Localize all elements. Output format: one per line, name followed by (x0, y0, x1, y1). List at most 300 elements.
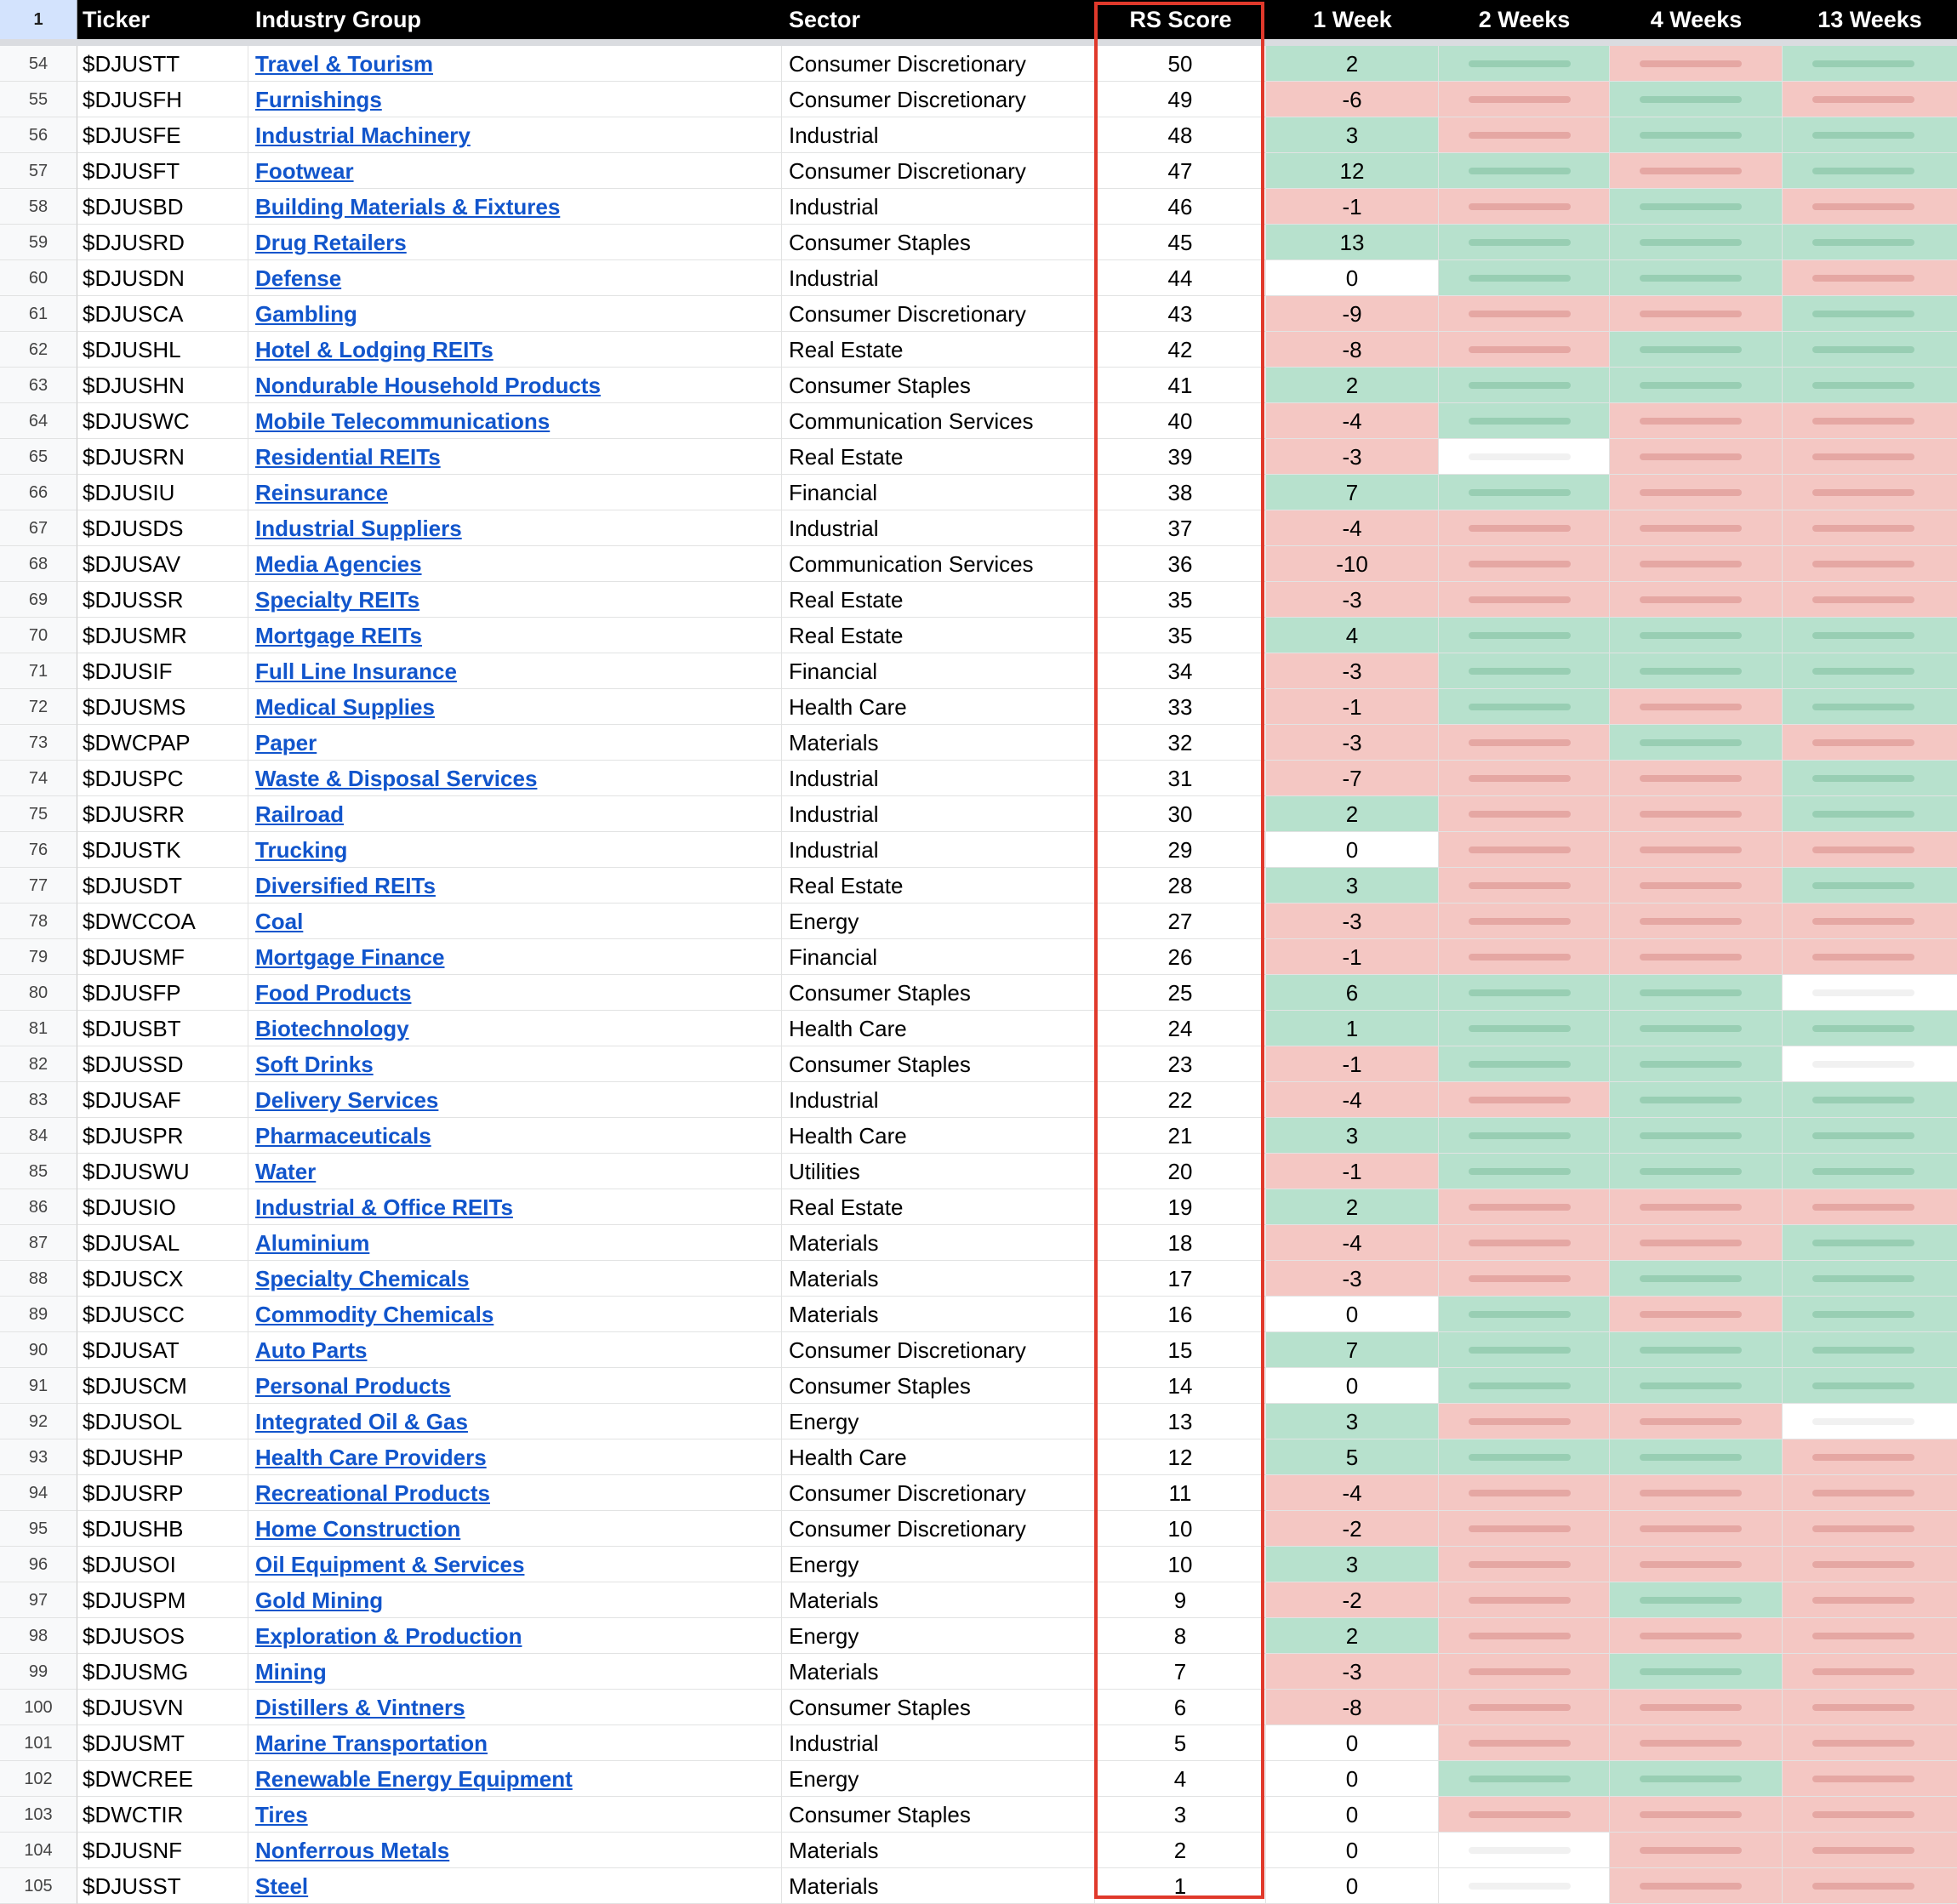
row-number[interactable]: 56 (0, 117, 77, 153)
industry-group-link[interactable]: Media Agencies (255, 551, 422, 577)
two-weeks-change-cell[interactable] (1439, 1797, 1610, 1833)
ticker-cell[interactable]: $DJUSMG (77, 1654, 248, 1690)
row-number[interactable]: 95 (0, 1511, 77, 1547)
header-1-week[interactable]: 1 Week (1313, 7, 1392, 32)
thirteen-weeks-change-cell[interactable] (1783, 1868, 1957, 1904)
ticker-cell[interactable]: $DJUSFE (77, 117, 248, 153)
industry-group-cell[interactable] (248, 1404, 782, 1439)
rs-score-cell[interactable]: 6 (1095, 1690, 1266, 1725)
four-weeks-change-cell[interactable] (1610, 618, 1783, 653)
industry-group-cell[interactable] (248, 403, 782, 439)
four-weeks-change-cell[interactable] (1610, 260, 1783, 296)
industry-group-cell[interactable] (248, 868, 782, 904)
four-weeks-change-cell[interactable] (1610, 1154, 1783, 1189)
thirteen-weeks-change-cell[interactable] (1783, 832, 1957, 868)
ticker-cell[interactable]: $DJUSBT (77, 1011, 248, 1046)
rs-score-cell[interactable]: 27 (1095, 904, 1266, 939)
two-weeks-change-cell[interactable] (1439, 1297, 1610, 1332)
ticker-cell[interactable]: $DJUSMF (77, 939, 248, 975)
one-week-change-cell[interactable]: 3 (1266, 117, 1439, 153)
industry-group-cell[interactable] (248, 1011, 782, 1046)
thirteen-weeks-change-cell[interactable] (1783, 761, 1957, 796)
thirteen-weeks-change-cell[interactable] (1783, 1332, 1957, 1368)
row-number[interactable]: 98 (0, 1618, 77, 1654)
one-week-change-cell[interactable]: 7 (1266, 1332, 1439, 1368)
one-week-change-cell[interactable]: 13 (1266, 225, 1439, 260)
four-weeks-change-cell[interactable] (1610, 1833, 1783, 1868)
two-weeks-change-cell[interactable] (1439, 1189, 1610, 1225)
industry-group-cell[interactable] (248, 546, 782, 582)
thirteen-weeks-change-cell[interactable] (1783, 1547, 1957, 1582)
two-weeks-change-cell[interactable] (1439, 618, 1610, 653)
industry-group-link[interactable]: Recreational Products (255, 1480, 490, 1506)
sector-cell[interactable]: Energy (782, 1547, 1095, 1582)
thirteen-weeks-change-cell[interactable] (1783, 403, 1957, 439)
one-week-change-cell[interactable]: -4 (1266, 510, 1439, 546)
two-weeks-change-cell[interactable] (1439, 1725, 1610, 1761)
two-weeks-change-cell[interactable] (1439, 510, 1610, 546)
two-weeks-change-cell[interactable] (1439, 582, 1610, 618)
thirteen-weeks-change-cell[interactable] (1783, 439, 1957, 475)
one-week-change-cell[interactable]: 7 (1266, 475, 1439, 510)
ticker-cell[interactable]: $DJUSIU (77, 475, 248, 510)
sector-cell[interactable]: Real Estate (782, 582, 1095, 618)
row-number[interactable]: 84 (0, 1118, 77, 1154)
industry-group-link[interactable]: Integrated Oil & Gas (255, 1409, 468, 1434)
industry-group-cell[interactable] (248, 296, 782, 332)
thirteen-weeks-change-cell[interactable] (1783, 653, 1957, 689)
industry-group-cell[interactable] (248, 153, 782, 189)
header-industry-group[interactable]: Industry Group (255, 7, 421, 32)
sector-cell[interactable]: Financial (782, 653, 1095, 689)
ticker-cell[interactable]: $DJUSRN (77, 439, 248, 475)
one-week-change-cell[interactable]: -1 (1266, 689, 1439, 725)
one-week-change-cell[interactable]: -3 (1266, 725, 1439, 761)
one-week-change-cell[interactable]: 0 (1266, 832, 1439, 868)
industry-group-cell[interactable] (248, 1618, 782, 1654)
four-weeks-change-cell[interactable] (1610, 1225, 1783, 1261)
two-weeks-change-cell[interactable] (1439, 1404, 1610, 1439)
industry-group-cell[interactable] (248, 1511, 782, 1547)
row-number[interactable]: 103 (0, 1797, 77, 1833)
industry-group-link[interactable]: Trucking (255, 837, 348, 863)
thirteen-weeks-change-cell[interactable] (1783, 510, 1957, 546)
four-weeks-change-cell[interactable] (1610, 1261, 1783, 1297)
row-number[interactable]: 86 (0, 1189, 77, 1225)
ticker-cell[interactable]: $DWCPAP (77, 725, 248, 761)
ticker-cell[interactable]: $DJUSFH (77, 82, 248, 117)
rs-score-cell[interactable]: 32 (1095, 725, 1266, 761)
ticker-cell[interactable]: $DJUSVN (77, 1690, 248, 1725)
four-weeks-change-cell[interactable] (1610, 1868, 1783, 1904)
thirteen-weeks-change-cell[interactable] (1783, 332, 1957, 368)
one-week-change-cell[interactable]: -4 (1266, 403, 1439, 439)
row-number[interactable]: 76 (0, 832, 77, 868)
two-weeks-change-cell[interactable] (1439, 1154, 1610, 1189)
thirteen-weeks-change-cell[interactable] (1783, 1690, 1957, 1725)
four-weeks-change-cell[interactable] (1610, 1368, 1783, 1404)
two-weeks-change-cell[interactable] (1439, 153, 1610, 189)
industry-group-cell[interactable] (248, 260, 782, 296)
sector-cell[interactable]: Real Estate (782, 1189, 1095, 1225)
thirteen-weeks-change-cell[interactable] (1783, 796, 1957, 832)
sector-cell[interactable]: Materials (782, 1833, 1095, 1868)
industry-group-cell[interactable] (248, 1761, 782, 1797)
sector-cell[interactable]: Communication Services (782, 403, 1095, 439)
thirteen-weeks-change-cell[interactable] (1783, 1833, 1957, 1868)
rs-score-cell[interactable]: 16 (1095, 1297, 1266, 1332)
sector-cell[interactable]: Energy (782, 1761, 1095, 1797)
ticker-cell[interactable]: $DJUSDS (77, 510, 248, 546)
industry-group-cell[interactable] (248, 1654, 782, 1690)
thirteen-weeks-change-cell[interactable] (1783, 1225, 1957, 1261)
rs-score-cell[interactable]: 20 (1095, 1154, 1266, 1189)
sector-cell[interactable]: Industrial (782, 1082, 1095, 1118)
industry-group-link[interactable]: Industrial Machinery (255, 123, 471, 148)
industry-group-cell[interactable] (248, 510, 782, 546)
thirteen-weeks-change-cell[interactable] (1783, 1297, 1957, 1332)
ticker-cell[interactable]: $DJUSCC (77, 1297, 248, 1332)
two-weeks-change-cell[interactable] (1439, 796, 1610, 832)
ticker-cell[interactable]: $DJUSDT (77, 868, 248, 904)
thirteen-weeks-change-cell[interactable] (1783, 1654, 1957, 1690)
two-weeks-change-cell[interactable] (1439, 1690, 1610, 1725)
two-weeks-change-cell[interactable] (1439, 1225, 1610, 1261)
industry-group-cell[interactable] (248, 1547, 782, 1582)
industry-group-cell[interactable] (248, 1082, 782, 1118)
thirteen-weeks-change-cell[interactable] (1783, 904, 1957, 939)
four-weeks-change-cell[interactable] (1610, 725, 1783, 761)
two-weeks-change-cell[interactable] (1439, 904, 1610, 939)
ticker-cell[interactable]: $DJUSBD (77, 189, 248, 225)
header-13-weeks[interactable]: 13 Weeks (1817, 7, 1922, 32)
rs-score-cell[interactable]: 7 (1095, 1654, 1266, 1690)
four-weeks-change-cell[interactable] (1610, 939, 1783, 975)
sector-cell[interactable]: Health Care (782, 689, 1095, 725)
industry-group-link[interactable]: Personal Products (255, 1373, 451, 1399)
row-number[interactable]: 58 (0, 189, 77, 225)
thirteen-weeks-change-cell[interactable] (1783, 153, 1957, 189)
industry-group-link[interactable]: Gambling (255, 301, 357, 327)
row-number[interactable]: 75 (0, 796, 77, 832)
two-weeks-change-cell[interactable] (1439, 1046, 1610, 1082)
two-weeks-change-cell[interactable] (1439, 1082, 1610, 1118)
industry-group-cell[interactable] (248, 689, 782, 725)
row-number[interactable]: 92 (0, 1404, 77, 1439)
thirteen-weeks-change-cell[interactable] (1783, 1797, 1957, 1833)
industry-group-cell[interactable] (248, 1582, 782, 1618)
four-weeks-change-cell[interactable] (1610, 1297, 1783, 1332)
rs-score-cell[interactable]: 26 (1095, 939, 1266, 975)
industry-group-link[interactable]: Building Materials & Fixtures (255, 194, 561, 219)
industry-group-link[interactable]: Full Line Insurance (255, 658, 457, 684)
ticker-cell[interactable]: $DJUSCM (77, 1368, 248, 1404)
rs-score-cell[interactable]: 10 (1095, 1511, 1266, 1547)
sector-cell[interactable]: Industrial (782, 832, 1095, 868)
four-weeks-change-cell[interactable] (1610, 1761, 1783, 1797)
rs-score-cell[interactable]: 45 (1095, 225, 1266, 260)
four-weeks-change-cell[interactable] (1610, 904, 1783, 939)
row-number[interactable]: 97 (0, 1582, 77, 1618)
row-number[interactable]: 72 (0, 689, 77, 725)
sector-cell[interactable]: Consumer Discretionary (782, 153, 1095, 189)
rs-score-cell[interactable]: 14 (1095, 1368, 1266, 1404)
sector-cell[interactable]: Health Care (782, 1011, 1095, 1046)
four-weeks-change-cell[interactable] (1610, 225, 1783, 260)
thirteen-weeks-change-cell[interactable] (1783, 546, 1957, 582)
thirteen-weeks-change-cell[interactable] (1783, 1046, 1957, 1082)
one-week-change-cell[interactable]: -8 (1266, 1690, 1439, 1725)
industry-group-cell[interactable] (248, 1046, 782, 1082)
industry-group-link[interactable]: Diversified REITs (255, 873, 436, 898)
header-ticker[interactable]: Ticker (83, 7, 151, 32)
one-week-change-cell[interactable]: -3 (1266, 904, 1439, 939)
rs-score-cell[interactable]: 19 (1095, 1189, 1266, 1225)
ticker-cell[interactable]: $DJUSMT (77, 1725, 248, 1761)
one-week-change-cell[interactable]: -3 (1266, 439, 1439, 475)
one-week-change-cell[interactable]: -4 (1266, 1225, 1439, 1261)
rs-score-cell[interactable]: 33 (1095, 689, 1266, 725)
four-weeks-change-cell[interactable] (1610, 1582, 1783, 1618)
industry-group-link[interactable]: Marine Transportation (255, 1730, 488, 1756)
two-weeks-change-cell[interactable] (1439, 1368, 1610, 1404)
rs-score-cell[interactable]: 18 (1095, 1225, 1266, 1261)
sector-cell[interactable]: Industrial (782, 260, 1095, 296)
industry-group-cell[interactable] (248, 832, 782, 868)
one-week-change-cell[interactable]: 0 (1266, 1761, 1439, 1797)
one-week-change-cell[interactable]: 3 (1266, 1547, 1439, 1582)
thirteen-weeks-change-cell[interactable] (1783, 868, 1957, 904)
four-weeks-change-cell[interactable] (1610, 1439, 1783, 1475)
industry-group-cell[interactable] (248, 368, 782, 403)
four-weeks-change-cell[interactable] (1610, 689, 1783, 725)
ticker-cell[interactable]: $DJUSFT (77, 153, 248, 189)
two-weeks-change-cell[interactable] (1439, 46, 1610, 82)
industry-group-link[interactable]: Oil Equipment & Services (255, 1552, 525, 1577)
rs-score-cell[interactable]: 22 (1095, 1082, 1266, 1118)
sector-cell[interactable]: Health Care (782, 1439, 1095, 1475)
ticker-cell[interactable]: $DWCREE (77, 1761, 248, 1797)
row-number[interactable]: 83 (0, 1082, 77, 1118)
industry-group-cell[interactable] (248, 1332, 782, 1368)
thirteen-weeks-change-cell[interactable] (1783, 1761, 1957, 1797)
sector-cell[interactable]: Energy (782, 904, 1095, 939)
industry-group-link[interactable]: Coal (255, 909, 304, 934)
thirteen-weeks-change-cell[interactable] (1783, 117, 1957, 153)
one-week-change-cell[interactable]: 1 (1266, 1011, 1439, 1046)
four-weeks-change-cell[interactable] (1610, 832, 1783, 868)
industry-group-cell[interactable] (248, 117, 782, 153)
four-weeks-change-cell[interactable] (1610, 1046, 1783, 1082)
ticker-cell[interactable]: $DJUSPR (77, 1118, 248, 1154)
industry-group-cell[interactable] (248, 1154, 782, 1189)
row-number[interactable]: 66 (0, 475, 77, 510)
sector-cell[interactable]: Consumer Discretionary (782, 1511, 1095, 1547)
one-week-change-cell[interactable]: 3 (1266, 868, 1439, 904)
industry-group-cell[interactable] (248, 653, 782, 689)
one-week-change-cell[interactable]: -7 (1266, 761, 1439, 796)
row-number[interactable]: 81 (0, 1011, 77, 1046)
four-weeks-change-cell[interactable] (1610, 868, 1783, 904)
row-number[interactable]: 94 (0, 1475, 77, 1511)
sector-cell[interactable]: Industrial (782, 189, 1095, 225)
two-weeks-change-cell[interactable] (1439, 1833, 1610, 1868)
row-number[interactable]: 101 (0, 1725, 77, 1761)
industry-group-cell[interactable] (248, 1690, 782, 1725)
industry-group-cell[interactable] (248, 725, 782, 761)
industry-group-cell[interactable] (248, 225, 782, 260)
four-weeks-change-cell[interactable] (1610, 761, 1783, 796)
industry-group-link[interactable]: Auto Parts (255, 1337, 368, 1363)
row-number[interactable]: 63 (0, 368, 77, 403)
industry-group-link[interactable]: Residential REITs (255, 444, 441, 470)
industry-group-link[interactable]: Specialty REITs (255, 587, 420, 613)
ticker-cell[interactable]: $DJUSOI (77, 1547, 248, 1582)
one-week-change-cell[interactable]: -1 (1266, 189, 1439, 225)
industry-group-cell[interactable] (248, 332, 782, 368)
sector-cell[interactable]: Energy (782, 1618, 1095, 1654)
row-number[interactable]: 74 (0, 761, 77, 796)
two-weeks-change-cell[interactable] (1439, 1011, 1610, 1046)
industry-group-cell[interactable] (248, 1225, 782, 1261)
four-weeks-change-cell[interactable] (1610, 368, 1783, 403)
rs-score-cell[interactable]: 37 (1095, 510, 1266, 546)
sector-cell[interactable]: Financial (782, 475, 1095, 510)
ticker-cell[interactable]: $DJUSAV (77, 546, 248, 582)
rs-score-cell[interactable]: 11 (1095, 1475, 1266, 1511)
one-week-change-cell[interactable]: 0 (1266, 1725, 1439, 1761)
ticker-cell[interactable]: $DJUSAF (77, 1082, 248, 1118)
one-week-change-cell[interactable]: -1 (1266, 1046, 1439, 1082)
industry-group-cell[interactable] (248, 761, 782, 796)
one-week-change-cell[interactable]: 0 (1266, 1868, 1439, 1904)
rs-score-cell[interactable]: 35 (1095, 618, 1266, 653)
row-number[interactable]: 93 (0, 1439, 77, 1475)
thirteen-weeks-change-cell[interactable] (1783, 725, 1957, 761)
ticker-cell[interactable]: $DJUSOL (77, 1404, 248, 1439)
two-weeks-change-cell[interactable] (1439, 189, 1610, 225)
thirteen-weeks-change-cell[interactable] (1783, 1511, 1957, 1547)
industry-group-link[interactable]: Reinsurance (255, 480, 389, 505)
four-weeks-change-cell[interactable] (1610, 1654, 1783, 1690)
rs-score-cell[interactable]: 24 (1095, 1011, 1266, 1046)
ticker-cell[interactable]: $DJUSHN (77, 368, 248, 403)
industry-group-cell[interactable] (248, 1725, 782, 1761)
industry-group-cell[interactable] (248, 439, 782, 475)
ticker-cell[interactable]: $DJUSFP (77, 975, 248, 1011)
row-number[interactable]: 99 (0, 1654, 77, 1690)
thirteen-weeks-change-cell[interactable] (1783, 1154, 1957, 1189)
two-weeks-change-cell[interactable] (1439, 225, 1610, 260)
one-week-change-cell[interactable]: 2 (1266, 368, 1439, 403)
sector-cell[interactable]: Materials (782, 1261, 1095, 1297)
two-weeks-change-cell[interactable] (1439, 725, 1610, 761)
industry-group-link[interactable]: Furnishings (255, 87, 382, 112)
thirteen-weeks-change-cell[interactable] (1783, 296, 1957, 332)
thirteen-weeks-change-cell[interactable] (1783, 1582, 1957, 1618)
sector-cell[interactable]: Consumer Discretionary (782, 82, 1095, 117)
row-number[interactable]: 70 (0, 618, 77, 653)
industry-group-cell[interactable] (248, 1118, 782, 1154)
sector-cell[interactable]: Consumer Discretionary (782, 1332, 1095, 1368)
ticker-cell[interactable]: $DJUSAL (77, 1225, 248, 1261)
thirteen-weeks-change-cell[interactable] (1783, 1475, 1957, 1511)
four-weeks-change-cell[interactable] (1610, 189, 1783, 225)
sector-cell[interactable]: Energy (782, 1404, 1095, 1439)
industry-group-link[interactable]: Defense (255, 265, 342, 291)
industry-group-link[interactable]: Health Care Providers (255, 1445, 487, 1470)
sector-cell[interactable]: Consumer Discretionary (782, 46, 1095, 82)
sector-cell[interactable]: Consumer Staples (782, 1797, 1095, 1833)
two-weeks-change-cell[interactable] (1439, 1868, 1610, 1904)
ticker-cell[interactable]: $DWCCOA (77, 904, 248, 939)
rs-score-cell[interactable]: 5 (1095, 1725, 1266, 1761)
industry-group-cell[interactable] (248, 1189, 782, 1225)
one-week-change-cell[interactable]: -2 (1266, 1511, 1439, 1547)
rs-score-cell[interactable]: 42 (1095, 332, 1266, 368)
four-weeks-change-cell[interactable] (1610, 510, 1783, 546)
two-weeks-change-cell[interactable] (1439, 975, 1610, 1011)
industry-group-cell[interactable] (248, 1475, 782, 1511)
row-number[interactable]: 61 (0, 296, 77, 332)
industry-group-link[interactable]: Biotechnology (255, 1016, 409, 1041)
four-weeks-change-cell[interactable] (1610, 975, 1783, 1011)
rs-score-cell[interactable]: 44 (1095, 260, 1266, 296)
rs-score-cell[interactable]: 38 (1095, 475, 1266, 510)
two-weeks-change-cell[interactable] (1439, 1654, 1610, 1690)
sector-cell[interactable]: Consumer Staples (782, 368, 1095, 403)
four-weeks-change-cell[interactable] (1610, 546, 1783, 582)
header-2-weeks[interactable]: 2 Weeks (1478, 7, 1571, 32)
two-weeks-change-cell[interactable] (1439, 1475, 1610, 1511)
sector-cell[interactable]: Real Estate (782, 868, 1095, 904)
four-weeks-change-cell[interactable] (1610, 653, 1783, 689)
sector-cell[interactable]: Materials (782, 1868, 1095, 1904)
industry-group-link[interactable]: Drug Retailers (255, 230, 407, 255)
four-weeks-change-cell[interactable] (1610, 1511, 1783, 1547)
four-weeks-change-cell[interactable] (1610, 796, 1783, 832)
four-weeks-change-cell[interactable] (1610, 582, 1783, 618)
four-weeks-change-cell[interactable] (1610, 1797, 1783, 1833)
two-weeks-change-cell[interactable] (1439, 1547, 1610, 1582)
one-week-change-cell[interactable]: -3 (1266, 1654, 1439, 1690)
industry-group-cell[interactable] (248, 82, 782, 117)
industry-group-link[interactable]: Steel (255, 1873, 309, 1899)
four-weeks-change-cell[interactable] (1610, 332, 1783, 368)
ticker-cell[interactable]: $DJUSNF (77, 1833, 248, 1868)
header-4-weeks[interactable]: 4 Weeks (1650, 7, 1743, 32)
four-weeks-change-cell[interactable] (1610, 475, 1783, 510)
rs-score-cell[interactable]: 46 (1095, 189, 1266, 225)
two-weeks-change-cell[interactable] (1439, 689, 1610, 725)
one-week-change-cell[interactable]: 0 (1266, 1297, 1439, 1332)
rs-score-cell[interactable]: 10 (1095, 1547, 1266, 1582)
rs-score-cell[interactable]: 13 (1095, 1404, 1266, 1439)
two-weeks-change-cell[interactable] (1439, 368, 1610, 403)
ticker-cell[interactable]: $DJUSIO (77, 1189, 248, 1225)
ticker-cell[interactable]: $DJUSSR (77, 582, 248, 618)
rs-score-cell[interactable]: 39 (1095, 439, 1266, 475)
ticker-cell[interactable]: $DJUSRR (77, 796, 248, 832)
ticker-cell[interactable]: $DJUSTK (77, 832, 248, 868)
ticker-cell[interactable]: $DJUSRP (77, 1475, 248, 1511)
thirteen-weeks-change-cell[interactable] (1783, 582, 1957, 618)
sector-cell[interactable]: Consumer Discretionary (782, 1475, 1095, 1511)
industry-group-cell[interactable] (248, 796, 782, 832)
four-weeks-change-cell[interactable] (1610, 1332, 1783, 1368)
two-weeks-change-cell[interactable] (1439, 1332, 1610, 1368)
one-week-change-cell[interactable]: -4 (1266, 1475, 1439, 1511)
